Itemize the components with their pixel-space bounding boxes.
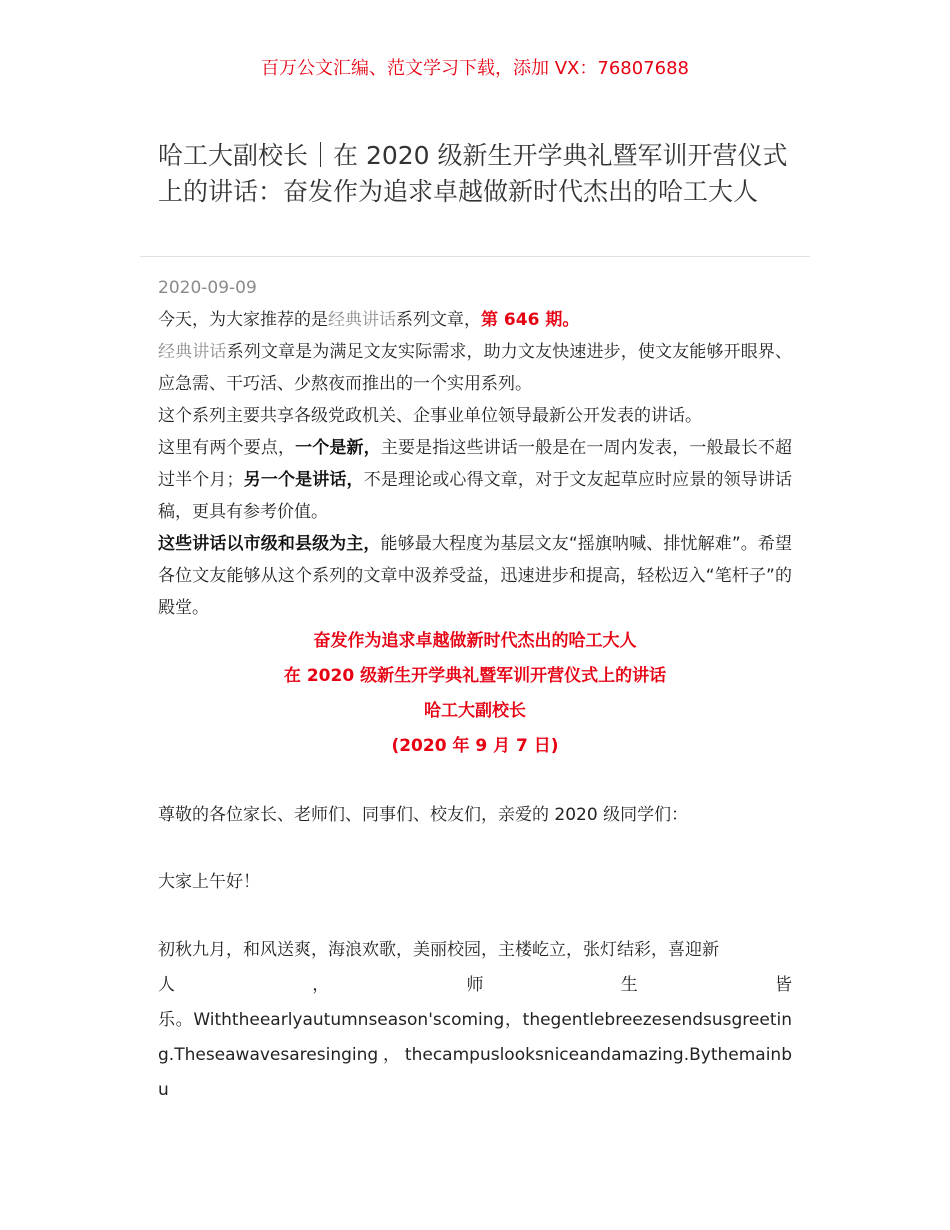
speech-body-line-2: 人，师生皆 bbox=[158, 975, 792, 995]
speech-body-line-1: 初秋九月，和风送爽，海浪欢歌，美丽校园，主楼屹立，张灯结彩，喜迎新 bbox=[158, 940, 719, 960]
spacer bbox=[158, 831, 792, 866]
speech-date: (2020 年 9 月 7 日) bbox=[391, 736, 559, 756]
speech-body-line-3: 乐。Withtheearlyautumnseason'scoming，thegentlebreezesendsusgreeting.Theseawavesaresinging，thecampuslooksniceandamazing.Bythemainbu bbox=[158, 1010, 792, 1100]
intro-text: 主要是指这些讲话一般是在一周内发表，一般最长不超过半个月； bbox=[158, 438, 793, 490]
speaker: 哈工大副校长 bbox=[424, 701, 526, 721]
spacer bbox=[158, 898, 792, 933]
series-name: 经典讲话 bbox=[328, 310, 396, 330]
emphasis-new: 一个是新， bbox=[295, 438, 381, 458]
publish-date: 2020-09-09 bbox=[158, 278, 257, 298]
intro-text: 这里有两个要点， bbox=[158, 438, 296, 458]
emphasis-level: 这些讲话以市级和县级为主， bbox=[158, 534, 381, 554]
intro-text: 能够最大程度为基层文友“摇旗呐喊、排忧解难”。希望各位文友能够从这个系列的文章中汲养受益，迅速进步和提高，轻松迈入“笔杆子”的殿堂。 bbox=[158, 534, 792, 618]
article-title: 哈工大副校长｜在 2020 级新生开学典礼暨军训开营仪式上的讲话：奋发作为追求卓越做新时代杰出的哈工大人 bbox=[158, 141, 788, 206]
intro-paragraph-5 bbox=[158, 528, 792, 624]
intro-paragraph-2 bbox=[158, 336, 792, 400]
intro-paragraph-3: 这个系列主要共享各级党政机关、企事业单位领导最新公开发表的讲话。 bbox=[158, 406, 702, 426]
promo-banner: 百万公文汇编、范文学习下载，添加 VX：76807688 bbox=[261, 58, 689, 79]
greeting: 大家上午好！ bbox=[158, 872, 260, 892]
issue-number: 第 646 期。 bbox=[481, 310, 580, 330]
emphasis-speech: 另一个是讲话， bbox=[243, 470, 364, 490]
intro-paragraph-4 bbox=[158, 432, 792, 528]
intro-text: 今天，为大家推荐的是 bbox=[158, 310, 328, 330]
speech-subheading: 在 2020 级新生开学典礼暨军训开营仪式上的讲话 bbox=[283, 666, 667, 686]
salutation: 尊敬的各位家长、老师们、同事们、校友们，亲爱的 2020 级同学们： bbox=[158, 805, 689, 825]
series-name: 经典讲话 bbox=[158, 342, 227, 362]
spacer bbox=[158, 764, 792, 799]
intro-text: 系列文章是为满足文友实际需求，助力文友快速进步，使文友能够开眼界、应急需、干巧活、少熬夜而推出的一个实用系列。 bbox=[158, 342, 793, 394]
title-divider bbox=[140, 256, 810, 257]
intro-text: 不是理论或心得文章，对于文友起草应时应景的领导讲话稿，更具有参考价值。 bbox=[158, 470, 793, 522]
intro-text: 系列文章， bbox=[396, 310, 481, 330]
speech-heading: 奋发作为追求卓越做新时代杰出的哈工大人 bbox=[313, 631, 637, 651]
intro-paragraph-1 bbox=[158, 304, 792, 336]
article-body bbox=[158, 272, 792, 1108]
